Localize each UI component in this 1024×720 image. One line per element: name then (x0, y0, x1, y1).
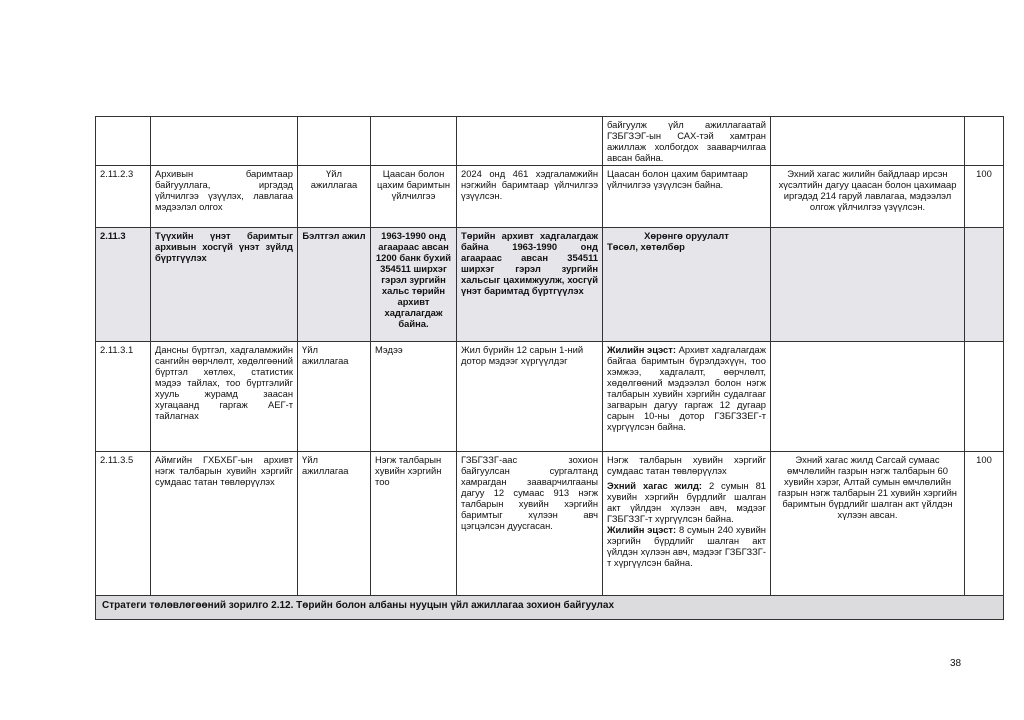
row-result (771, 342, 965, 452)
row-score (965, 228, 1004, 342)
page-number: 38 (950, 658, 962, 669)
table-row (96, 452, 1004, 596)
row-activity: Аймгийн ГХБХБГ-ын архивт нэгж талбарын хувийн хэргийг сумдаас татан төвлөрүүлэх (151, 452, 298, 596)
target-label: Эхний хагас жилд: (607, 480, 703, 491)
row-code: 2.11.3.5 (96, 452, 151, 596)
row-code: 2.11.3.1 (96, 342, 151, 452)
target-block-1 (607, 480, 766, 524)
row-score: 100 (965, 166, 1004, 228)
target-intro: Нэгж талбарын хувийн хэргийг сумдаас татан төвлөрүүлэх (607, 454, 766, 476)
row-baseline: Төрийн архивт хадгалагдаж байна 1963-1990 онд агаараас авсан 354511 ширхэг гэрэл зургийн хальсыг цахимжуулж, хосгүй үнэт баримтад бүртгүүлэх (457, 228, 603, 342)
row-result (771, 228, 965, 342)
row-type: Бэлтгэл ажил (298, 228, 371, 342)
row-result: Эхний хагас жилд Сагсай сумаас өмчлөлийн газрын нэгж талбарын 60 хувийн хэрэг, Алтай сумын өмчлөлийн газрын нэгж талбарын 21 хувийн хэргийн баримтын бүрдлийг шалган акт үйлдэн хүлээн авсан. (771, 452, 965, 596)
row-activity: Дансны бүртгэл, хадгаламжийн сангийн өөрчлөлт, хөдөлгөөний бүртгэл хөтлөх, статистик мэдээ тайлах, тоо бүртгэлийг хууль журамд заасан хугацаанд гаргаж АЕГ-т тайлагнах (151, 342, 298, 452)
row-target: Цаасан болон цахим баримтаар үйлчилгээ үзүүлсэн байна. (603, 166, 771, 228)
target-block-2 (607, 524, 766, 568)
row-baseline: ГЗБГЗЗГ-аас зохион байгуулсан сургалтанд хамрагдан зааварчилгааны дагуу 12 сумаас 913 нэгж талбарын хувийн хэргийн баримтыг хүлээн авч цэгцэлсэн дуусгасан. (457, 452, 603, 596)
row-result: Эхний хагас жилийн байдлаар ирсэн хүсэлтийн дагуу цаасан болон цахимаар иргэдэд 214 гаруй лавлагаа, мэдээлэл олгож үйлчилгээ үзүүлсэн. (771, 166, 965, 228)
table-row (96, 342, 1004, 452)
target-label: Жилийн эцэст: (607, 524, 677, 535)
row-target (603, 342, 771, 452)
plan-table (95, 116, 1004, 620)
row-indicator: Цаасан болон цахим баримтын үйлчилгээ (371, 166, 457, 228)
target-text: 8 сумын 240 хувийн хэргийн бүрдлийг шалган акт үйлдэн хүлээн авч, мэдээг ГЗБГЗЗГ-т хүргүүлсэн байна. (607, 524, 766, 568)
row-type: Үйл ажиллагаа (298, 452, 371, 596)
row-baseline: 2024 онд 461 хэдгаламжийн нэгжийн баримтаар үйлчилгээ үзүүлсэн. (457, 166, 603, 228)
row-target (603, 228, 771, 342)
row-code: 2.11.3 (96, 228, 151, 342)
target-text: 2 сумын 81 хувийн хэргийн бүрдлийг шалган акт үйлдэн хүлээн авч, мэдээг ГЗБГЗЗГ-т хүргүүлсэн байна. (607, 480, 767, 524)
row-indicator: Нэгж талбарын хувийн хэргийн тоо (371, 452, 457, 596)
continuation-target: байгуулж үйл ажиллагаатай ГЗБГЗЭГ-ын САХ-тэй хамтран ажиллаж холбогдох зааварчилгаа авсан байна. (603, 117, 771, 166)
strategy-row (96, 596, 1004, 620)
row-activity: Архивын баримтаар байгууллага, иргэдэд үйлчилгээ үзүүлэх, лавлагаа мэдээлэл олгох (151, 166, 298, 228)
table-row (96, 166, 1004, 228)
target-label: Жилийн эцэст: (607, 344, 676, 355)
row-baseline: Жил бүрийн 12 сарын 1-ний дотор мэдээг хүргүүлдэг (457, 342, 603, 452)
row-score (965, 342, 1004, 452)
row-activity: Түүхийн үнэт баримтыг архивын хосгүй үнэт зүйлд бүртгүүлэх (151, 228, 298, 342)
target-heading: Хөрөнгө оруулалт (644, 230, 729, 241)
row-code: 2.11.2.3 (96, 166, 151, 228)
target-text: Төсөл, хөтөлбөр (607, 241, 685, 252)
row-target (603, 452, 771, 596)
table-row-section (96, 228, 1004, 342)
row-type: Үйл ажиллагаа (298, 166, 371, 228)
table-row-continuation (96, 117, 1004, 166)
row-indicator: 1963-1990 онд агаараас авсан 1200 банк бухий 354511 ширхэг гэрэл зургийн хальс төрийн архивт хадгалагдаж байна. (371, 228, 457, 342)
row-type: Үйл ажиллагаа (298, 342, 371, 452)
row-score: 100 (965, 452, 1004, 596)
strategy-goal: Стратеги төлөвлөгөөний зорилго 2.12. Төрийн болон албаны нууцын үйл ажиллагаа зохион байгуулах (96, 596, 1004, 620)
row-indicator: Мэдээ (371, 342, 457, 452)
target-text: Архивт хадгалагдаж байгаа баримтын бүрэлдэхүүн, тоо хэмжээ, хадгалалт, өөрчлөлт, хөдөлгөөний мэдээлэл болон нэгж талбарын хувийн хэргийн судалгааг загварын дагуу гаргаж 12 дугаар сарын 10-ны дотор ГЗБГЗЗЕГ-т хүргүүлсэн байна. (607, 344, 766, 432)
